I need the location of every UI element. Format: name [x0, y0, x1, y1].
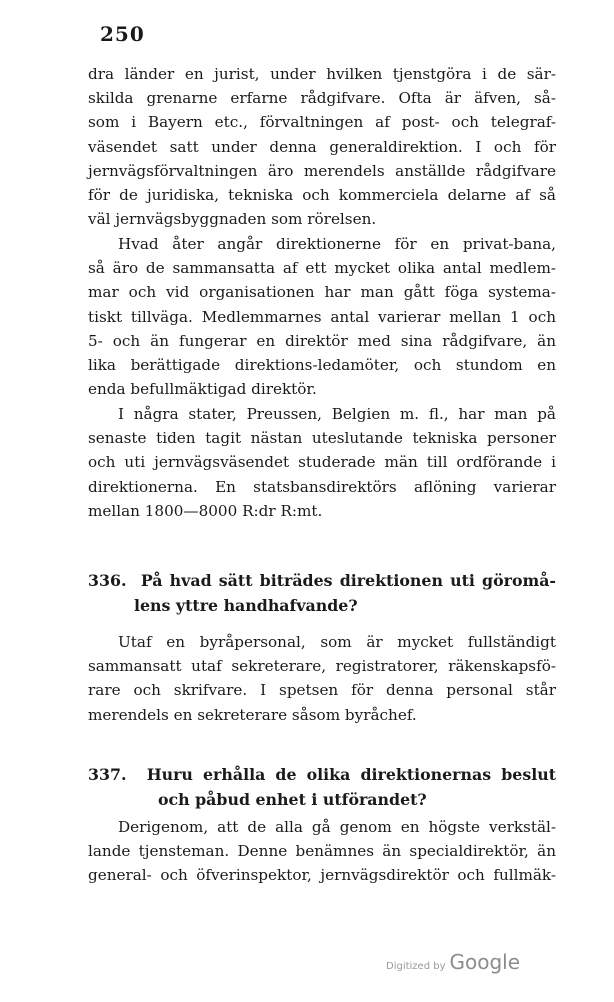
question-line: [88, 568, 556, 593]
answer-336: [88, 630, 556, 727]
text-line: så äro de sammansatta af ett mycket olika antal medlem-: [88, 259, 556, 278]
paragraph-private-bana: [88, 232, 556, 401]
question-line: lens yttre handhafvande?: [134, 596, 358, 615]
text-line: Utaf en byråpersonal, som är mycket fullständigt: [118, 633, 556, 651]
text-line: senaste tiden tagit nästan uteslutande tekniska personer: [88, 429, 556, 448]
text-line: jernvägsförvaltningen äro merendels anställde rådgifvare: [88, 161, 556, 180]
google-logo: Google: [449, 950, 521, 974]
question-line: [88, 762, 556, 787]
text-line: väl jernvägsbyggnaden som rörelsen.: [88, 210, 377, 229]
paragraph-stater: [88, 402, 556, 523]
answer-337: [88, 815, 556, 888]
text-line: mar och vid organisationen har man gått föga systema-: [88, 283, 556, 302]
text-line: sammansatt utaf sekreterare, registratorer, räkenskapsfö-: [88, 657, 556, 676]
question-337: [88, 762, 556, 812]
text-line: Derigenom, att de alla gå genom en högste verkstäl-: [118, 818, 556, 836]
digitized-by-google-watermark: [386, 950, 520, 974]
question-number: 337.: [88, 765, 127, 784]
watermark-prefix: Digitized by: [386, 961, 446, 972]
text-line: som i Bayern etc., förvaltningen af post- och telegraf-: [88, 113, 556, 132]
question-text: På hvad sätt biträdes direktionen uti göromå-: [140, 571, 556, 590]
question-text: Huru erhålla de olika direktionernas beslut: [146, 765, 556, 784]
text-line: Hvad åter angår direktionerne för en privat-bana,: [118, 235, 556, 253]
text-line: mellan 1800—8000 R:dr R:mt.: [88, 501, 323, 520]
page-number: 250: [100, 22, 145, 46]
question-number: 336.: [88, 571, 127, 590]
text-line: merendels en sekreterare såsom byråchef.: [88, 705, 417, 724]
question-336: [88, 568, 556, 618]
text-line: skilda grenarne erfarne rådgifvare. Ofta är äfven, så-: [88, 89, 556, 108]
text-line: för de juridiska, tekniska och kommerciela delarne af så: [88, 186, 556, 205]
text-line: 5- och än fungerar en direktör med sina rådgifvare, än: [88, 331, 556, 350]
text-line: enda befullmäktigad direktör.: [88, 380, 317, 399]
text-line: I några stater, Preussen, Belgien m. fl., har man på: [118, 405, 556, 423]
text-line: och uti jernvägsväsendet studerade män till ordförande i: [88, 453, 556, 472]
text-line: lika berättigade direktions-ledamöter, och stundom en: [88, 356, 556, 375]
question-line: och påbud enhet i utförandet?: [158, 790, 427, 809]
text-line: rare och skrifvare. I spetsen för denna personal står: [88, 681, 556, 700]
paragraph-continuation: [88, 62, 556, 231]
text-line: dra länder en jurist, under hvilken tjenstgöra i de sär-: [88, 65, 556, 83]
text-line: general- och öfverinspektor, jernvägsdirektör och fullmäk-: [88, 866, 556, 885]
text-line: väsendet satt under denna generaldirektion. I och för: [88, 137, 556, 156]
text-line: direktionerna. En statsbansdirektörs aflöning varierar: [88, 477, 556, 496]
text-line: lande tjensteman. Denne benämnes än specialdirektör, än: [88, 842, 556, 861]
text-line: tiskt tillväga. Medlemmarnes antal varierar mellan 1 och: [88, 307, 556, 326]
